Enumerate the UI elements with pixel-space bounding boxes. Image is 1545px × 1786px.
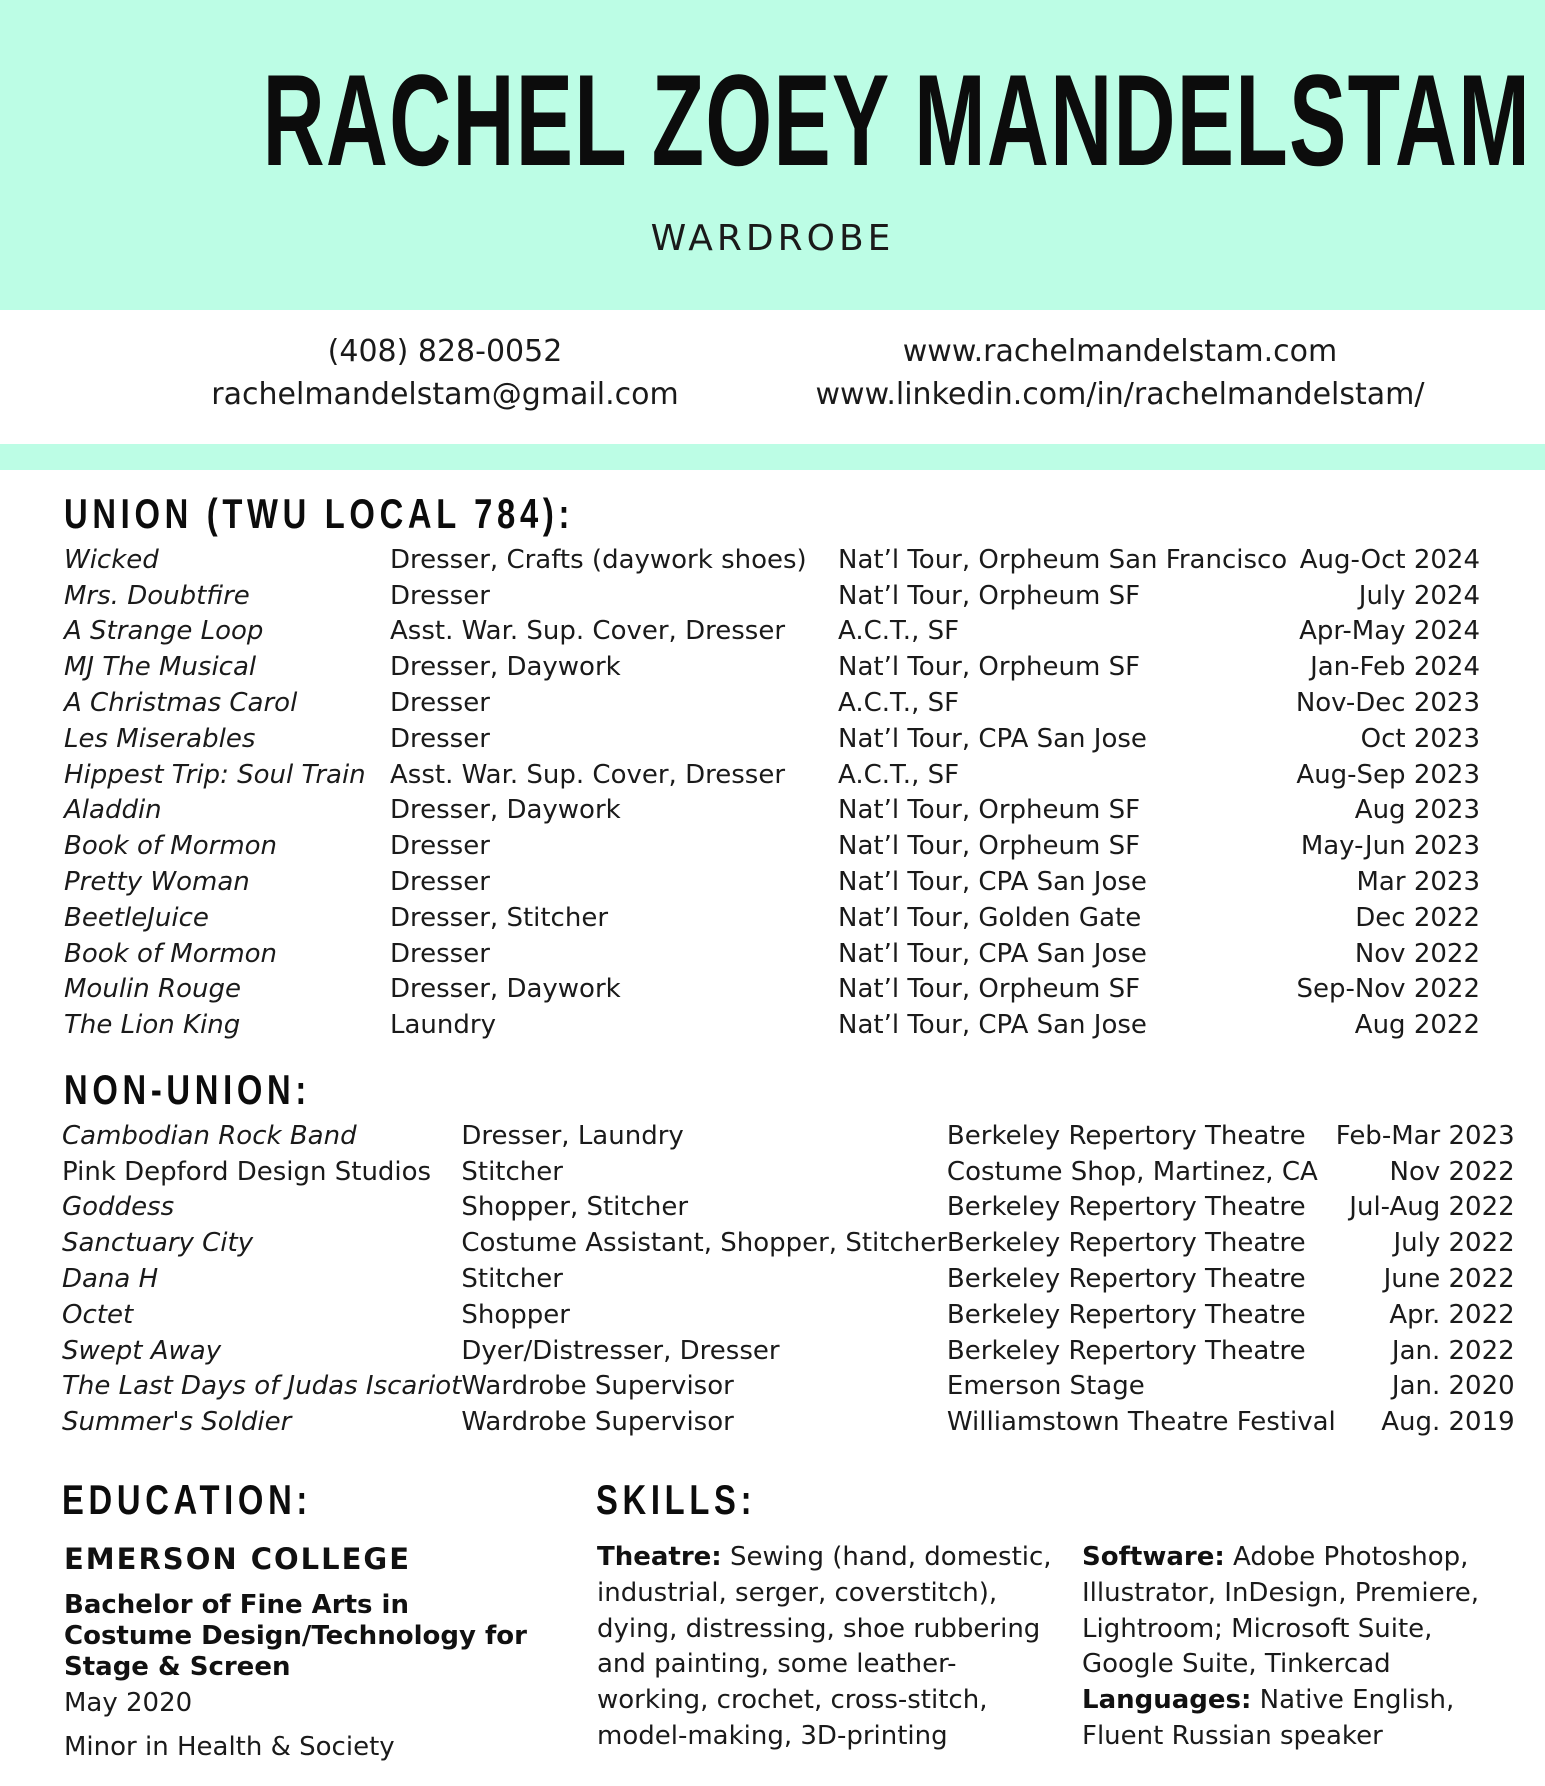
credit-role: Stitcher [461, 1264, 563, 1295]
credit-row [62, 1404, 1515, 1440]
non-union-credits-table [62, 1118, 1515, 1440]
credit-row [62, 1154, 1515, 1190]
credit-date: Nov 2022 [1354, 938, 1480, 969]
credit-show: Mrs. Doubtfire [64, 580, 250, 611]
credit-date: Dec 2022 [1355, 902, 1480, 933]
resume-subtitle: WARDROBE [650, 218, 895, 259]
credit-venue: Berkeley Repertory Theatre [946, 1120, 1306, 1151]
credit-row [62, 1297, 1515, 1333]
credit-row [62, 1225, 1515, 1261]
education-degree: Bachelor of Fine Arts in Costume Design/Technology for Stage & Screen [64, 1590, 527, 1682]
education-date: May 2020 [64, 1688, 193, 1718]
skills-theatre-label: Theatre: [597, 1542, 722, 1572]
credit-date: Jan-Feb 2024 [1310, 652, 1480, 683]
credit-role: Dresser [390, 580, 490, 611]
credit-date: Aug-Oct 2024 [1299, 544, 1480, 575]
credit-row [64, 1007, 1480, 1043]
credit-role: Wardrobe Supervisor [461, 1407, 734, 1438]
credit-row [62, 1118, 1515, 1154]
credit-role: Asst. War. Sup. Cover, Dresser [390, 616, 786, 647]
credit-date: Oct 2023 [1360, 723, 1480, 754]
credit-show: Summer's Soldier [62, 1407, 292, 1438]
credit-role: Dresser, Daywork [390, 795, 621, 826]
credit-venue: Nat’l Tour, CPA San Jose [838, 938, 1147, 969]
credit-row [64, 793, 1480, 829]
credit-row [64, 972, 1480, 1008]
website-link: www.rachelmandelstam.com [902, 334, 1338, 369]
credit-row [62, 1261, 1515, 1297]
union-credits-table [64, 542, 1480, 1043]
credit-show: A Strange Loop [64, 616, 264, 647]
credit-row [64, 614, 1480, 650]
credit-venue: Emerson Stage [946, 1371, 1145, 1402]
credit-venue: Williamstown Theatre Festival [946, 1407, 1336, 1438]
credit-date: July 2024 [1358, 580, 1480, 611]
credit-row [62, 1333, 1515, 1369]
credit-date: Nov-Dec 2023 [1295, 688, 1480, 719]
credit-venue: A.C.T., SF [838, 616, 960, 647]
credit-show: Book of Mormon [64, 938, 278, 969]
credit-date: Sep-Nov 2022 [1296, 974, 1480, 1005]
credit-venue: Berkeley Repertory Theatre [946, 1264, 1306, 1295]
skills-software-label: Software: [1082, 1542, 1225, 1572]
credit-row [64, 685, 1480, 721]
credit-date: Aug-Sep 2023 [1296, 759, 1480, 790]
skills-languages-text: Native English, Fluent Russian speaker [1082, 1685, 1455, 1751]
education-school: EMERSON COLLEGE [64, 1542, 412, 1576]
credit-date: Feb-Mar 2023 [1335, 1120, 1515, 1151]
credit-show: The Last Days of Judas Iscariot [62, 1371, 462, 1402]
credit-role: Dresser [390, 831, 490, 862]
credit-show: Octet [62, 1299, 134, 1330]
credit-row [64, 828, 1480, 864]
credit-role: Costume Assistant, Shopper, Stitcher [461, 1228, 947, 1259]
credit-show: Moulin Rouge [64, 974, 241, 1005]
credit-row [64, 900, 1480, 936]
divider-band [0, 444, 1545, 470]
credit-venue: Nat’l Tour, CPA San Jose [838, 1010, 1147, 1041]
credit-venue: Nat’l Tour, Orpheum SF [838, 580, 1141, 611]
skills-languages-label: Languages: [1082, 1685, 1252, 1716]
credit-show: A Christmas Carol [64, 688, 298, 719]
credit-role: Dyer/Distresser, Dresser [461, 1335, 780, 1366]
credit-date: Mar 2023 [1356, 867, 1480, 898]
credit-date: Jul-Aug 2022 [1349, 1192, 1515, 1223]
credit-show: Pretty Woman [64, 867, 250, 898]
union-section-title: UNION (TWU LOCAL 784): [64, 490, 575, 537]
credit-role: Laundry [390, 1010, 496, 1041]
credit-venue: Nat’l Tour, Orpheum San Francisco [838, 544, 1288, 575]
credit-venue: Nat’l Tour, CPA San Jose [838, 723, 1147, 754]
credit-date: Apr. 2022 [1389, 1299, 1515, 1330]
skills-section-title: SKILLS: [596, 1476, 757, 1523]
education-minor: Minor in Health & Society [64, 1732, 395, 1762]
skills-theatre [597, 1540, 1052, 1755]
credit-date: Aug 2023 [1354, 795, 1480, 826]
credit-role: Stitcher [461, 1156, 563, 1187]
credit-venue: Berkeley Repertory Theatre [946, 1228, 1306, 1259]
credit-venue: Nat’l Tour, CPA San Jose [838, 867, 1147, 898]
credit-role: Dresser [390, 688, 490, 719]
credit-date: Aug 2022 [1354, 1010, 1480, 1041]
credit-role: Dresser, Laundry [461, 1120, 684, 1151]
contact-right [780, 330, 1460, 416]
credit-row [64, 542, 1480, 578]
credit-role: Dresser, Daywork [390, 652, 621, 683]
credit-show: Dana H [62, 1264, 159, 1295]
credit-row [64, 936, 1480, 972]
credit-show: Book of Mormon [64, 831, 278, 862]
credit-show: Wicked [64, 544, 159, 575]
credit-row [64, 757, 1480, 793]
credit-date: Nov 2022 [1389, 1156, 1515, 1187]
credit-row [64, 864, 1480, 900]
resume-name: RACHEL ZOEY MANDELSTAM [262, 47, 1532, 193]
credit-row [62, 1190, 1515, 1226]
credit-date: Aug. 2019 [1381, 1407, 1515, 1438]
credit-date: Jan. 2020 [1391, 1371, 1515, 1402]
credit-show: The Lion King [64, 1010, 241, 1041]
credit-show: BeetleJuice [64, 902, 209, 933]
credit-show: Cambodian Rock Band [62, 1120, 357, 1151]
credit-venue: A.C.T., SF [838, 759, 960, 790]
credit-show: Pink Depford Design Studios [62, 1156, 432, 1187]
credit-show: Hippest Trip: Soul Train [64, 759, 366, 790]
credit-role: Dresser, Stitcher [390, 902, 609, 933]
skills-theatre-text: Sewing (hand, domestic, industrial, serger, coverstitch), dying, distressing, shoe rubbering and painting, some leather-working, crochet, cross-stitch, model-making, 3D-printing [597, 1542, 1052, 1751]
credit-role: Dresser [390, 867, 490, 898]
credit-role: Dresser [390, 723, 490, 754]
non-union-section-title: NON-UNION: [64, 1066, 311, 1113]
credit-show: MJ The Musical [64, 652, 257, 683]
credit-show: Aladdin [64, 795, 162, 826]
credit-show: Les Miserables [64, 723, 256, 754]
credit-role: Dresser, Daywork [390, 974, 621, 1005]
credit-row [64, 649, 1480, 685]
credit-row [64, 721, 1480, 757]
skills-software-text: Adobe Photoshop, Illustrator, InDesign, Premiere, Lightroom; Microsoft Suite, Google Suite, Tinkercad [1082, 1542, 1479, 1680]
email-address: rachelmandelstam@gmail.com [211, 377, 679, 412]
credit-venue: Nat’l Tour, Orpheum SF [838, 974, 1141, 1005]
credit-show: Swept Away [62, 1335, 222, 1366]
credit-date: Apr-May 2024 [1299, 616, 1480, 647]
credit-venue: Berkeley Repertory Theatre [946, 1299, 1306, 1330]
credit-row [64, 578, 1480, 614]
phone-number: (408) 828-0052 [327, 334, 563, 369]
linkedin-link: www.linkedin.com/in/rachelmandelstam/ [815, 377, 1425, 412]
credit-show: Goddess [62, 1192, 175, 1223]
credit-venue: Nat’l Tour, Orpheum SF [838, 795, 1141, 826]
credit-show: Sanctuary City [62, 1228, 254, 1259]
education-section-title: EDUCATION: [62, 1476, 313, 1523]
credit-venue: Berkeley Repertory Theatre [946, 1192, 1306, 1223]
credit-date: July 2022 [1393, 1228, 1515, 1259]
credit-date: June 2022 [1383, 1264, 1515, 1295]
credit-role: Wardrobe Supervisor [461, 1371, 734, 1402]
credit-venue: Berkeley Repertory Theatre [946, 1335, 1306, 1366]
credit-venue: Nat’l Tour, Orpheum SF [838, 652, 1141, 683]
credit-role: Dresser [390, 938, 490, 969]
credit-date: Jan. 2022 [1391, 1335, 1515, 1366]
credit-role: Asst. War. Sup. Cover, Dresser [390, 759, 786, 790]
credit-role: Shopper [461, 1299, 570, 1330]
credit-role: Dresser, Crafts (daywork shoes) [390, 544, 807, 575]
credit-date: May-Jun 2023 [1300, 831, 1480, 862]
credit-venue: Nat’l Tour, Orpheum SF [838, 831, 1141, 862]
credit-venue: Costume Shop, Martinez, CA [946, 1156, 1318, 1187]
credit-venue: Nat’l Tour, Golden Gate [838, 902, 1142, 933]
credit-row [62, 1369, 1515, 1405]
credit-role: Shopper, Stitcher [461, 1192, 689, 1223]
skills-software [1082, 1540, 1502, 1755]
contact-left [180, 330, 710, 416]
credit-venue: A.C.T., SF [838, 688, 960, 719]
